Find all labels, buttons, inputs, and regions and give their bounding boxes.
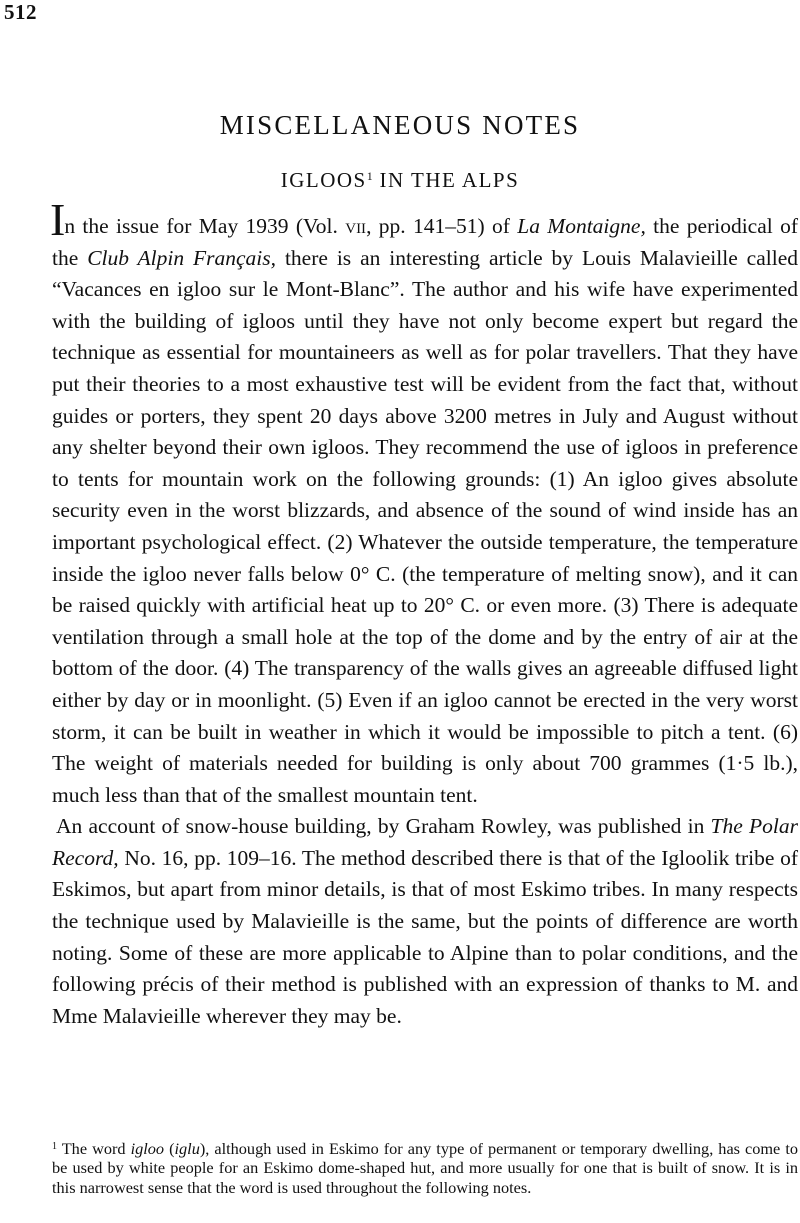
footnote [52,1137,798,1197]
paragraph-1-text-b: , pp. 141–51) of [366,214,518,238]
paragraph-1 [50,194,798,811]
footnote-marker: 1 [52,1141,57,1152]
section-title: MISCELLANEOUS NOTES [219,110,581,140]
paragraph-2-text-a: An account of snow-house building, by Graham Rowley, was published in [56,814,711,839]
article-body [50,194,798,1032]
paragraph-1-text-d: there is an interesting article by Louis Malavieille called “Vacances en igloo sur le Mont-Blanc”. The author and his wife have experimented with the building of igloos until they have not only become expert but regard the technique as essential for mountaineers as well as for polar travellers. That they have put their theories to a most exhaustive test will be evident from the fact that, without guides or porters, they spent 20 days above 3200 metres in July and August without any shelter beyond their own igloos. They recommend the use of igloos in preference to tents for mountain work on the following grounds: (1) An igloo gives absolute security even in the worst blizzards, and absence of the sound of wind inside has an important psychological effect. (2) Whatever the outside temperature, the temperature inside the igloo never falls below 0° C. (the temperature of melting snow), and it can be raised quickly with artificial heat up to 20° C. or even more. (3) There is adequate ventilation through a small hole at the top of the dome and by the entry of air at the bottom of the door. (4) The transparency of the walls gives an agreeable diffused light either by day or in moonlight. (5) Even if an igloo cannot be erected in the very worst storm, it can be built in weather in which it would be impossible to pitch a tent. (6) The weight of materials needed for building is only about 700 grammes (1·5 lb.), much less than that of the smallest mountain tent. [52,245,798,807]
footnote-term-igloo: igloo [130,1139,165,1158]
footnote-text-a: The word [57,1139,131,1158]
drop-cap: I [50,194,65,245]
footnote-text-c: ), although used in Eskimo for any type of permanent or temporary dwelling, has come to be used by white people for an Eskimo dome-shaped hut, and more usually for one that is built of snow. It is in this narrowest sense that the word is used throughout the following notes. [52,1139,798,1197]
journal-title-la-montaigne: La Montaigne, [517,214,646,238]
footnote-text-b: ( [164,1139,175,1158]
paragraph-2-text-b: No. 16, pp. 109–16. The method described there is that of the Igloolik tribe of Eskimos, but apart from minor details, is that of most Eskimo tribes. In many respects the technique used by Malavieille is the same, but the points of difference are worth noting. Some of these are more applicable to Alpine than to polar conditions, and the following précis of their method is published with an expression of thanks to M. and Mme Malavieille wherever they may be. [52,845,798,1028]
club-name: Club Alpin Français, [87,245,277,270]
footnote-reference-marker[interactable]: 1 [366,169,373,183]
journal-title-polar-record: The Polar Record, [52,814,798,870]
page-number: 512 [4,0,37,24]
article-title-main: IGLOOS [280,168,367,192]
footnote-term-iglu: iglu [174,1139,200,1158]
paragraph-1-text-c: the periodical of the [52,214,798,270]
article-title-rest: IN THE ALPS [372,168,520,192]
article-title [0,168,800,193]
volume-numeral: vii [345,214,367,238]
paragraph-1-text-a: n the issue for May 1939 (Vol. [64,214,346,238]
paragraph-2 [52,811,798,1032]
